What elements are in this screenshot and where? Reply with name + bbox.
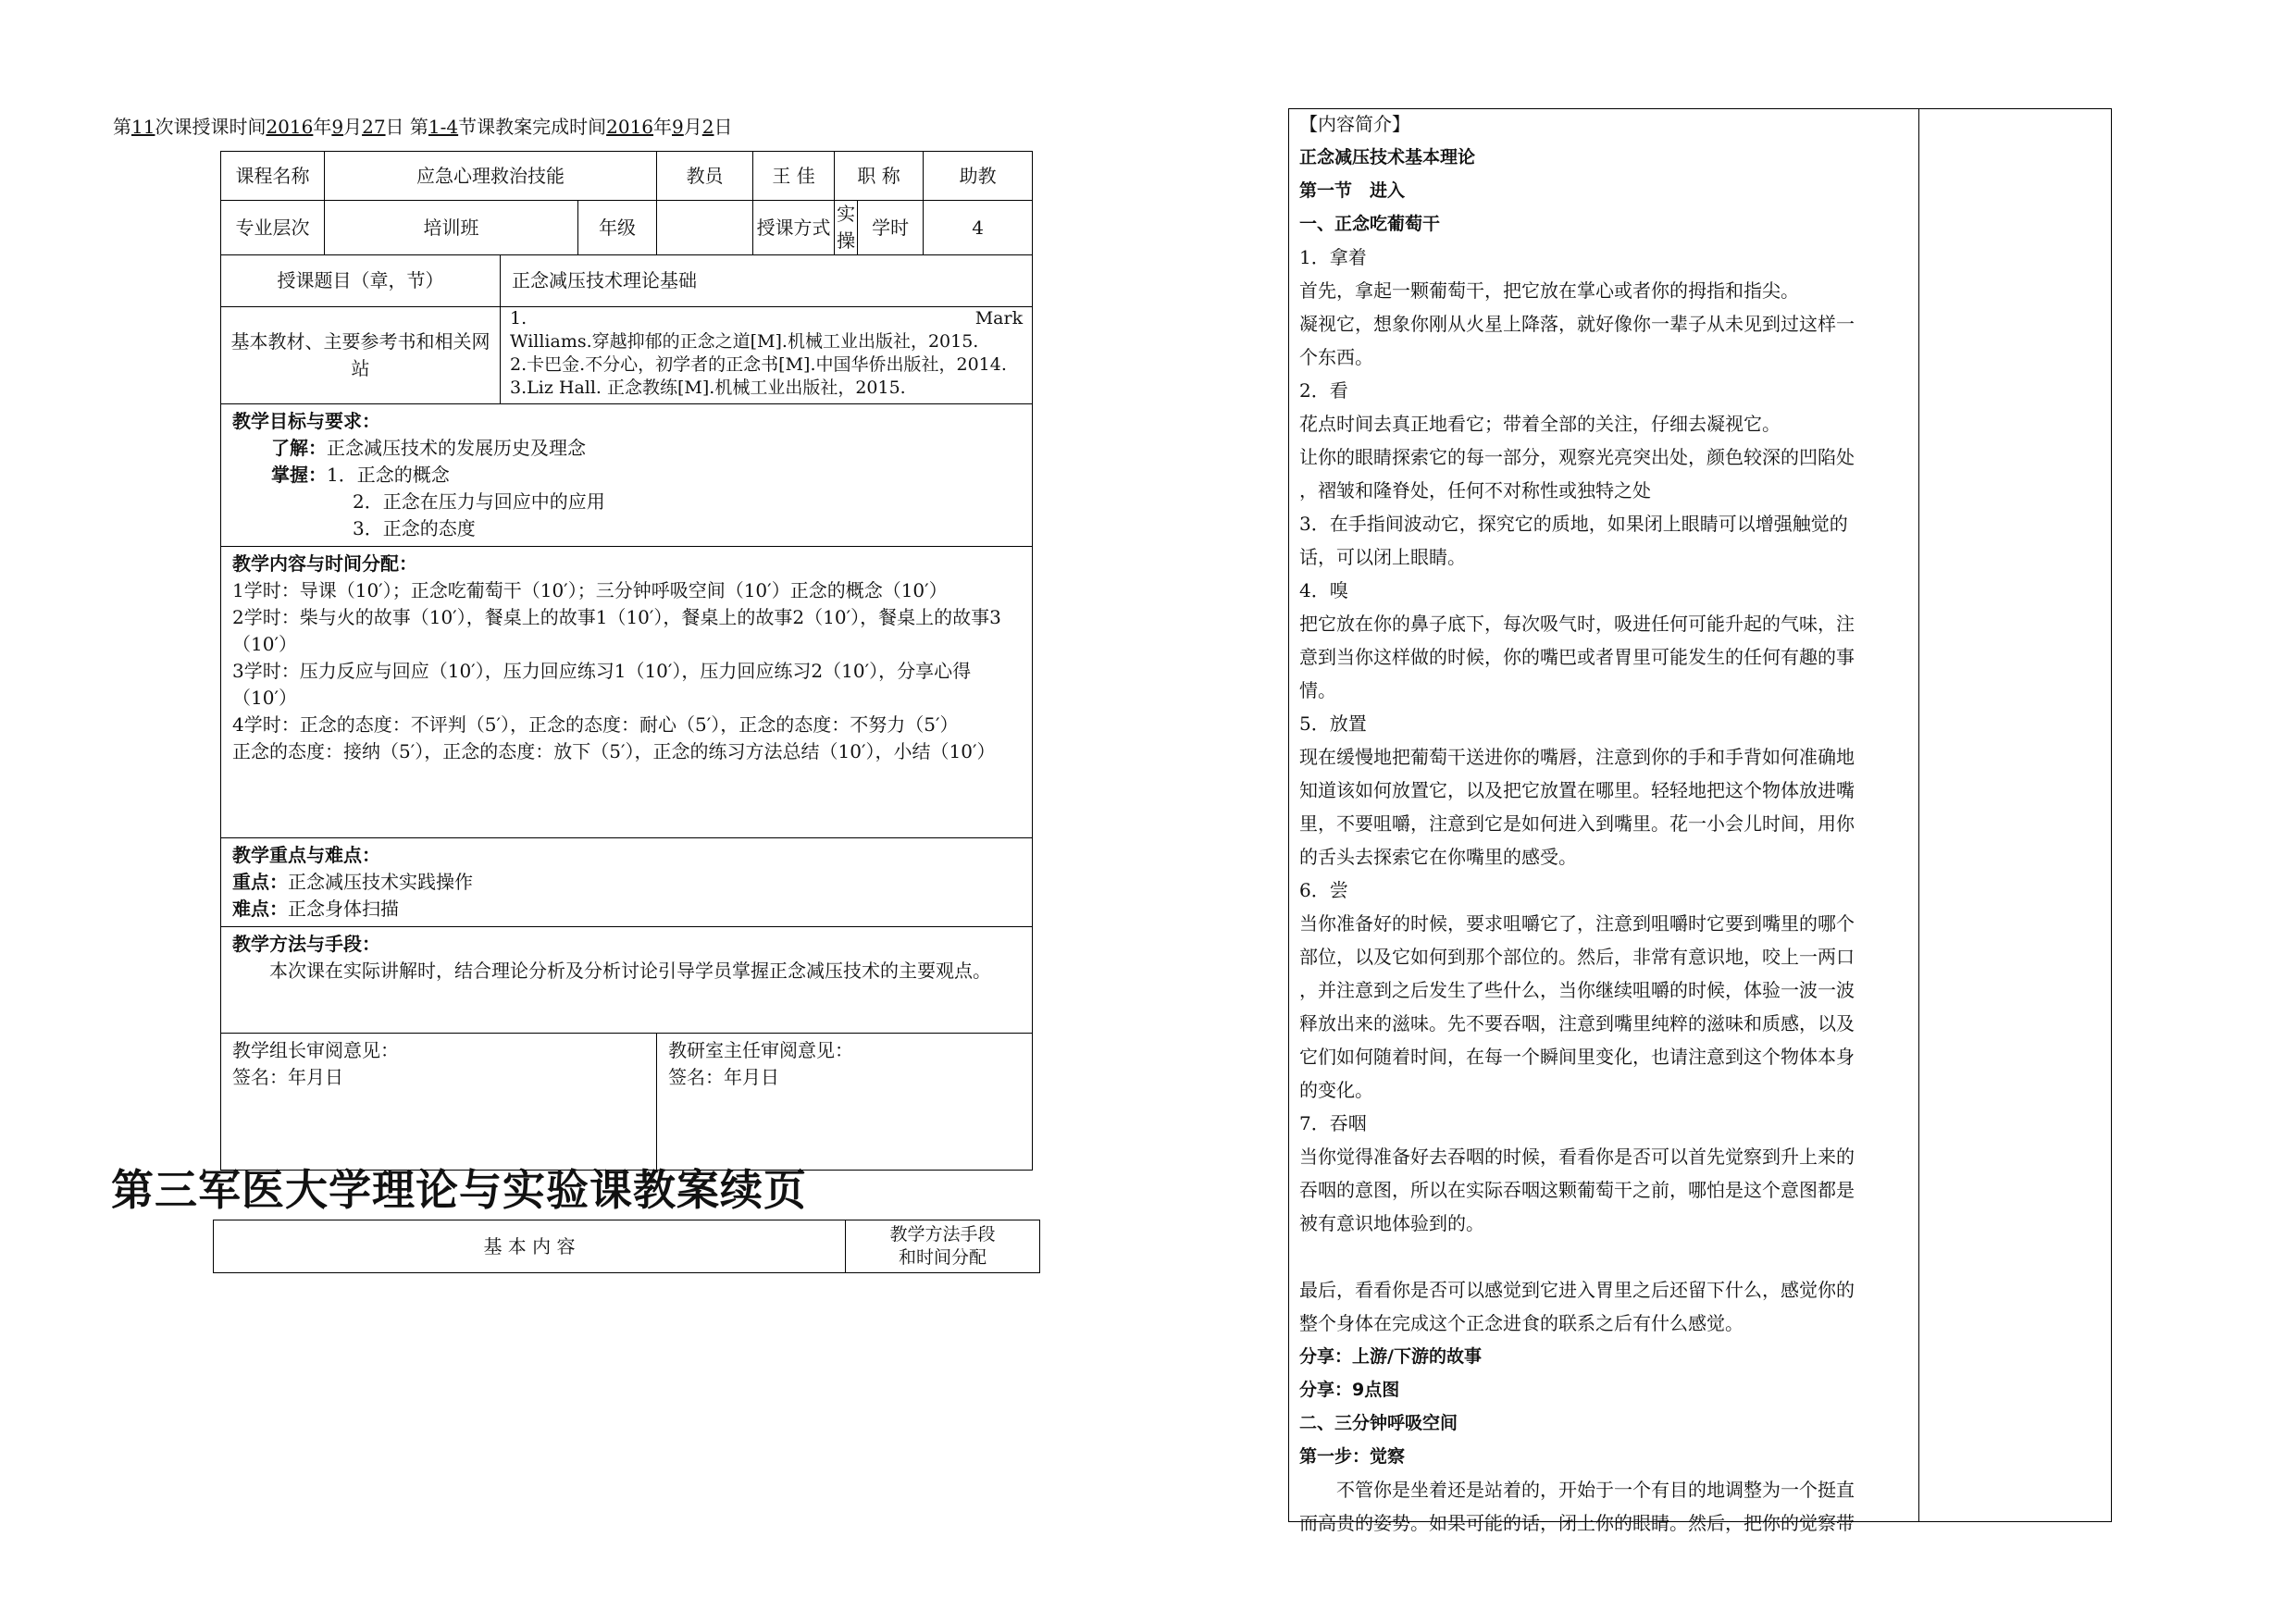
lesson-plan-table — [220, 151, 1033, 1171]
ref-3: 3.Liz Hall. 正念教练[M].机械工业出版社，2015. — [510, 378, 906, 398]
content-line: 1．拿着 — [1299, 246, 1367, 268]
content-line: 个东西。 — [1299, 346, 1373, 368]
content-line: 花点时间去真正地看它；带着全部的关注，仔细去凝视它。 — [1299, 413, 1781, 435]
teaching-method-section — [221, 927, 1033, 1034]
hdr-c-month: 9 — [672, 116, 684, 138]
grade-label: 年级 — [578, 201, 657, 255]
content-line: 【内容简介】 — [1299, 113, 1410, 135]
content-line: 分享：上游/下游的故事 — [1299, 1346, 1482, 1367]
content-hour-4: 4学时：正念的态度：不评判（5′），正念的态度：耐心（5′），正念的态度：不努力（5′） — [232, 713, 959, 736]
ref-1: Williams.穿越抑郁的正念之道[M].机械工业出版社，2015. — [510, 331, 979, 352]
content-line: 第一节 进入 — [1299, 180, 1406, 201]
right-page-content — [1299, 107, 1910, 1540]
key-text: 正念减压技术实践操作 — [288, 871, 473, 893]
teacher-label: 教员 — [657, 152, 753, 201]
content-line: 最后，看看你是否可以感觉到它进入胃里之后还留下什么，感觉你的 — [1299, 1279, 1855, 1301]
content-line: 7．吞咽 — [1299, 1112, 1367, 1134]
method-time-header — [846, 1220, 1040, 1273]
hdr-c-year: 2016 — [606, 116, 654, 138]
group-review-label: 教学组长审阅意见： — [232, 1039, 399, 1061]
hdr-periods: 1-4 — [428, 116, 459, 138]
grade-value — [657, 201, 753, 255]
dept-review-label: 教研室主任审阅意见： — [668, 1039, 854, 1061]
content-line: 现在缓慢地把葡萄干送进你的嘴唇，注意到你的手和手背如何准确地 — [1299, 746, 1855, 768]
hdr-text: 年 — [313, 116, 332, 138]
key-difficulty-section — [221, 838, 1033, 927]
teaching-content-section — [221, 547, 1033, 838]
goals-heading: 教学目标与要求： — [232, 410, 380, 432]
content-hour-3: 3学时：压力反应与回应（10′），压力回应练习1（10′），压力回应练习2（10′），分享心得（10′） — [232, 660, 972, 709]
content-line: 而高贵的姿势。如果可能的话，闭上你的眼睛。然后，把你的觉察带 — [1299, 1512, 1855, 1534]
content-line: 当你觉得准备好去吞咽的时候，看看你是否可以首先觉察到升上来的 — [1299, 1146, 1855, 1168]
method-heading: 教学方法与手段： — [232, 933, 380, 955]
level-value: 培训班 — [325, 201, 578, 255]
content-line: 知道该如何放置它，以及把它放置在哪里。轻轻地把这个物体放进嘴 — [1299, 779, 1855, 801]
content-line: 6．尝 — [1299, 879, 1348, 901]
content-line: 整个身体在完成这个正念进食的联系之后有什么感觉。 — [1299, 1312, 1744, 1334]
content-line: 3．在手指间波动它，探究它的质地，如果闭上眼睛可以增强触觉的 — [1299, 513, 1848, 535]
content-line: 让你的眼睛探索它的每一部分，观察光亮突出处，颜色较深的凹陷处 — [1299, 446, 1855, 468]
hdr-text: 第 — [113, 116, 131, 138]
hdr-text: 节课教案完成时间 — [458, 116, 607, 138]
know-label: 了解： — [271, 437, 327, 459]
dept-director-review — [657, 1034, 1033, 1171]
ref-1-number: 1. — [510, 308, 527, 328]
master-label: 掌握： — [271, 464, 327, 486]
content-line: 第一步：觉察 — [1299, 1446, 1406, 1467]
continuation-title: 第三军医大学理论与实验课教案续页 — [111, 1165, 807, 1215]
content-hour-2: 2学时：柴与火的故事（10′），餐桌上的故事1（10′），餐桌上的故事2（10′），餐桌上的故事3（10′） — [232, 606, 1001, 655]
master-item-3: 3．正念的态度 — [353, 517, 476, 539]
title-label: 职 称 — [835, 152, 924, 201]
method-value: 实操 — [835, 201, 858, 255]
content-heading: 教学内容与时间分配： — [232, 552, 417, 575]
course-name-value: 应急心理救治技能 — [325, 152, 657, 201]
hdr-year: 2016 — [266, 116, 314, 138]
content-line: ，褶皱和隆脊处，任何不对称性或独特之处 — [1299, 479, 1651, 502]
teaching-goals-section — [221, 404, 1033, 547]
content-line: 正念减压技术基本理论 — [1299, 147, 1476, 167]
content-line: 分享：9点图 — [1299, 1380, 1400, 1400]
title-value: 助教 — [924, 152, 1033, 201]
difficulty-label: 难点： — [232, 898, 288, 920]
content-line: 当你准备好的时候，要求咀嚼它了，注意到咀嚼时它要到嘴里的哪个 — [1299, 912, 1855, 935]
content-hour-4-cont: 正念的态度：接纳（5′），正念的态度：放下（5′），正念的练习方法总结（10′），小结（10′） — [232, 740, 996, 762]
hdr-month: 9 — [331, 116, 344, 138]
hdr-text: 月 — [683, 116, 702, 138]
content-line: 凝视它，想象你刚从火星上降落，就好像你一辈子从未见到过这样一 — [1299, 313, 1855, 335]
content-line: 意到当你这样做的时候，你的嘴巴或者胃里可能发生的任何有趣的事 — [1299, 646, 1855, 668]
content-line: 里，不要咀嚼，注意到它是如何进入到嘴里。花一小会儿时间，用你 — [1299, 812, 1855, 835]
topic-value: 正念减压技术理论基础 — [501, 255, 1033, 307]
topic-label: 授课题目（章，节） — [221, 255, 501, 307]
dept-review-sign: 签名：年月日 — [668, 1066, 780, 1088]
group-leader-review — [221, 1034, 657, 1171]
ref-1-author: Mark — [974, 308, 1024, 328]
content-hour-1: 1学时：导课（10′）；正念吃葡萄干（10′）；三分钟呼吸空间（10′）正念的概念（10′） — [232, 579, 948, 601]
content-line: 的变化。 — [1299, 1079, 1373, 1101]
content-line: 它们如何随着时间，在每一个瞬间里变化，也请注意到这个物体本身 — [1299, 1046, 1855, 1068]
content-line: 释放出来的滋味。先不要吞咽，注意到嘴里纯粹的滋味和质感，以及 — [1299, 1012, 1855, 1035]
hdr-text: 月 — [343, 116, 363, 138]
method-time-line-1: 教学方法手段 — [889, 1224, 996, 1245]
key-label: 重点： — [232, 871, 288, 893]
content-line: 首先，拿起一颗葡萄干，把它放在掌心或者你的拇指和指尖。 — [1299, 279, 1799, 302]
content-line: 把它放在你的鼻子底下，每次吸气时，吸进任何可能升起的气味，注 — [1299, 613, 1855, 635]
course-name-label: 课程名称 — [221, 152, 325, 201]
method-text: 本次课在实际讲解时，结合理论分析及分析讨论引导学员掌握正念减压技术的主要观点。 — [269, 960, 991, 982]
content-line: 一、正念吃葡萄干 — [1299, 214, 1441, 234]
content-line: 话，可以闭上眼睛。 — [1299, 546, 1466, 568]
master-item-1: 1．正念的概念 — [327, 464, 450, 486]
content-line: 二、三分钟呼吸空间 — [1299, 1413, 1458, 1433]
hdr-text: 年 — [653, 116, 673, 138]
references-label: 基本教材、主要参考书和相关网站 — [221, 307, 501, 404]
content-line: 4．嗅 — [1299, 579, 1348, 601]
content-line: 吞咽的意图，所以在实际吞咽这颗葡萄干之前，哪怕是这个意图都是 — [1299, 1179, 1855, 1201]
level-label: 专业层次 — [221, 201, 325, 255]
content-line: 部位，以及它如何到那个部位的。然后，非常有意识地，咬上一两口 — [1299, 946, 1855, 968]
content-line: 2．看 — [1299, 379, 1348, 402]
basic-content-header: 基 本 内 容 — [214, 1220, 846, 1273]
hdr-c-day: 2 — [701, 116, 714, 138]
method-label: 授课方式 — [753, 201, 835, 255]
content-line: 情。 — [1299, 679, 1336, 701]
right-page-divider — [1918, 108, 1919, 1522]
hdr-text: 日 — [714, 116, 733, 138]
teacher-value: 王 佳 — [753, 152, 835, 201]
references-value — [501, 307, 1033, 404]
continuation-header-table — [213, 1220, 1040, 1273]
difficulty-text: 正念身体扫描 — [288, 898, 399, 920]
content-line: 的舌头去探索它在你嘴里的感受。 — [1299, 846, 1577, 868]
method-time-line-2: 和时间分配 — [898, 1247, 987, 1268]
lesson-header-line — [113, 112, 733, 139]
content-line: 5．放置 — [1299, 712, 1367, 735]
hdr-day: 27 — [362, 116, 386, 138]
hours-label: 学时 — [858, 201, 924, 255]
hdr-text: 次课授课时间 — [155, 116, 267, 138]
ref-2: 2.卡巴金.不分心，初学者的正念书[M].中国华侨出版社，2014. — [510, 354, 1007, 375]
group-review-sign: 签名：年月日 — [232, 1066, 343, 1088]
key-heading: 教学重点与难点： — [232, 844, 380, 866]
hdr-session: 11 — [131, 116, 155, 138]
content-line — [1299, 1240, 1910, 1273]
content-line: 不管你是坐着还是站着的，开始于一个有目的地调整为一个挺直 — [1336, 1479, 1855, 1501]
hdr-text: 日 第 — [385, 116, 428, 138]
content-line: ，并注意到之后发生了些什么，当你继续咀嚼的时候，体验一波一波 — [1299, 979, 1855, 1001]
content-line: 被有意识地体验到的。 — [1299, 1212, 1484, 1234]
hours-value: 4 — [924, 201, 1033, 255]
master-item-2: 2．正念在压力与回应中的应用 — [353, 490, 605, 513]
know-text: 正念减压技术的发展历史及理念 — [327, 437, 586, 459]
